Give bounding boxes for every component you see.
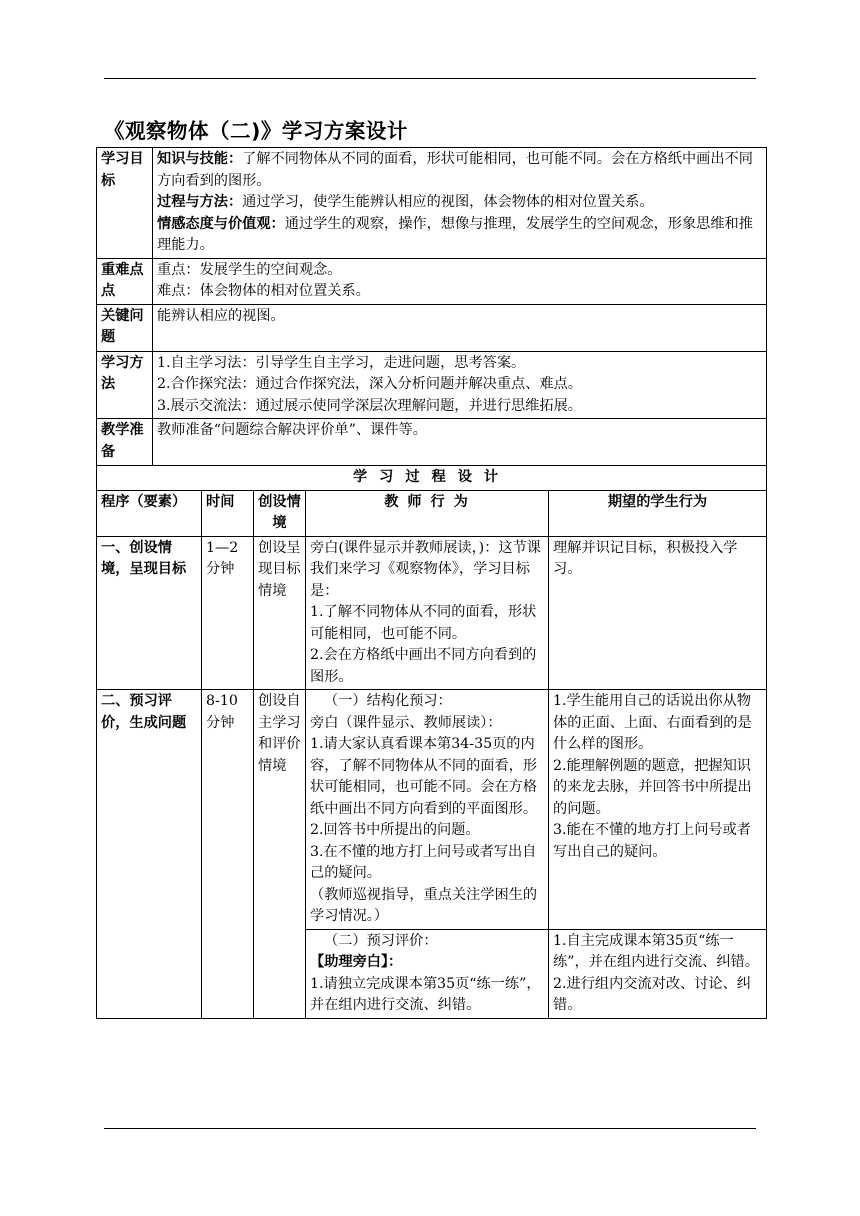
teacher-1 <box>306 536 549 690</box>
process-header-row <box>97 490 767 536</box>
process-row-2 <box>97 690 767 930</box>
objective-text-3: 通过学生的观察，操作，想像与推理，发展学生的空间观念，形象思维和推理能力。 <box>157 215 753 253</box>
objective-text-1: 了解不同物体从不同的面看，形状可能相同，也可能不同。会在方格纸中画出不同方向看到的图形。 <box>157 151 753 189</box>
key-points-label: 重难点点 <box>97 258 153 304</box>
time-2: 8-10分钟 <box>202 690 254 1019</box>
key-question-row <box>97 304 767 351</box>
page-title: 《观察物体（二)》学习方案设计 <box>104 119 408 143</box>
step-1: 一、创设情境，呈现目标 <box>97 536 202 690</box>
objective-head-2: 过程与方法： <box>157 194 243 210</box>
method-line-2: 2.合作探究法：通过合作探究法，深入分析问题并解决重点、难点。 <box>157 376 582 392</box>
key-question-label: 关键问题 <box>97 304 153 351</box>
prep-label: 教学准备 <box>97 419 153 466</box>
student-2 <box>549 690 767 930</box>
key-points-content <box>153 258 767 304</box>
teacher-2b <box>306 929 549 1018</box>
student-1-line-1: 理解并识记目标，积极投入学习。 <box>553 539 738 577</box>
header-step: 程序（要素） <box>97 490 202 536</box>
objective-head-3: 情感态度与价值观： <box>157 215 285 232</box>
teacher-2 <box>306 690 549 930</box>
teacher-2-line-4: 3.在不懂的地方打上问号或者写出自己的疑问。 <box>310 843 537 881</box>
prep-row <box>97 419 767 466</box>
process-title-row <box>97 466 767 491</box>
teacher-2-line-3: 1.请大家认真看课本第34-35页的内容，了解不同物体从不同的面看，形状可能相同，也可能不同。会在方格纸中画出不同方向看到的平面图形。2.回答书中所提出的问题。 <box>310 736 538 838</box>
teacher-1-line-2: 1.了解不同物体从不同的面看，形状可能相同，也可能不同。 <box>310 604 537 642</box>
header-scene: 创设情境 <box>254 490 306 536</box>
teacher-2b-line-1: 1.请独立完成课本第35页“练一练”，并在组内进行交流、纠错。 <box>310 975 541 1013</box>
footer-rule <box>104 1128 756 1129</box>
methods-label: 学习方法 <box>97 351 153 419</box>
methods-content <box>153 351 767 419</box>
methods-row <box>97 351 767 419</box>
header-rule <box>104 78 756 79</box>
difficulty-line: 难点：体会物体的相对位置关系。 <box>157 283 370 299</box>
student-1 <box>549 536 767 690</box>
time-1: 1—2分钟 <box>202 536 254 690</box>
lesson-plan-table <box>96 147 767 1019</box>
prep-content: 教师准备“问题综合解决评价单”、课件等。 <box>153 419 767 466</box>
teacher-2b-title: （二）预习评价： <box>324 932 438 949</box>
objective-text-2: 通过学习，使学生能辨认相应的视图，体会物体的相对位置关系。 <box>242 194 654 210</box>
method-line-3: 3.展示交流法：通过展示使同学深层次理解问题，并进行思维拓展。 <box>157 397 582 414</box>
objectives-content <box>153 148 767 259</box>
student-2b-line-2: 2.进行组内交流对改、讨论、纠错。 <box>553 975 751 1013</box>
teacher-2-line-1: （一）结构化预习： <box>324 693 452 709</box>
teacher-2-line-5: （教师巡视指导，重点关注学困生的学习情况。） <box>310 886 538 924</box>
student-2-line-3: 3.能在不懂的地方打上问号或者写出自己的疑问。 <box>553 822 751 860</box>
process-title: 学习过程设计 <box>97 466 767 491</box>
method-line-1: 1.自主学习法：引导学生自主学习，走进问题，思考答案。 <box>157 354 526 371</box>
process-row-1 <box>97 536 767 690</box>
student-2-line-2: 2.能理解例题的题意，把握知识的来龙去脉，并回答书中所提出的问题。 <box>553 757 752 817</box>
student-2b <box>549 929 767 1018</box>
objectives-label: 学习目标 <box>97 148 153 259</box>
student-2-line-1: 1.学生能用自己的话说出你从物体的正面、上面、右面看到的是什么样的图形。 <box>553 693 752 752</box>
scene-2: 创设自主学习和评价情境 <box>254 690 306 1019</box>
header-time: 时间 <box>202 490 254 536</box>
step-2: 二、预习评价，生成问题 <box>97 690 202 1019</box>
key-question-content: 能辨认相应的视图。 <box>153 304 767 351</box>
header-student: 期望的学生行为 <box>549 490 767 536</box>
key-point-line: 重点：发展学生的空间观念。 <box>157 261 342 278</box>
scene-1: 创设呈现目标情境 <box>254 536 306 690</box>
objectives-row <box>97 148 767 259</box>
student-2b-line-1: 1.自主完成课本第35页“练一练”，并在组内进行交流、纠错。 <box>553 932 759 970</box>
header-teacher: 教 师 行 为 <box>306 490 549 536</box>
teacher-1-line-3: 2.会在方格纸中画出不同方向看到的图形。 <box>310 647 537 685</box>
teacher-1-line-1: 旁白(课件显示并教师展读，)：这节课我们来学习《观察物体》，学习目标是： <box>310 539 541 599</box>
teacher-2b-head: 【助理旁白】： <box>310 954 403 970</box>
teacher-2-line-2: 旁白（课件显示、教师展读）： <box>310 714 502 731</box>
key-points-row <box>97 258 767 304</box>
objective-head-1: 知识与技能： <box>157 151 243 167</box>
